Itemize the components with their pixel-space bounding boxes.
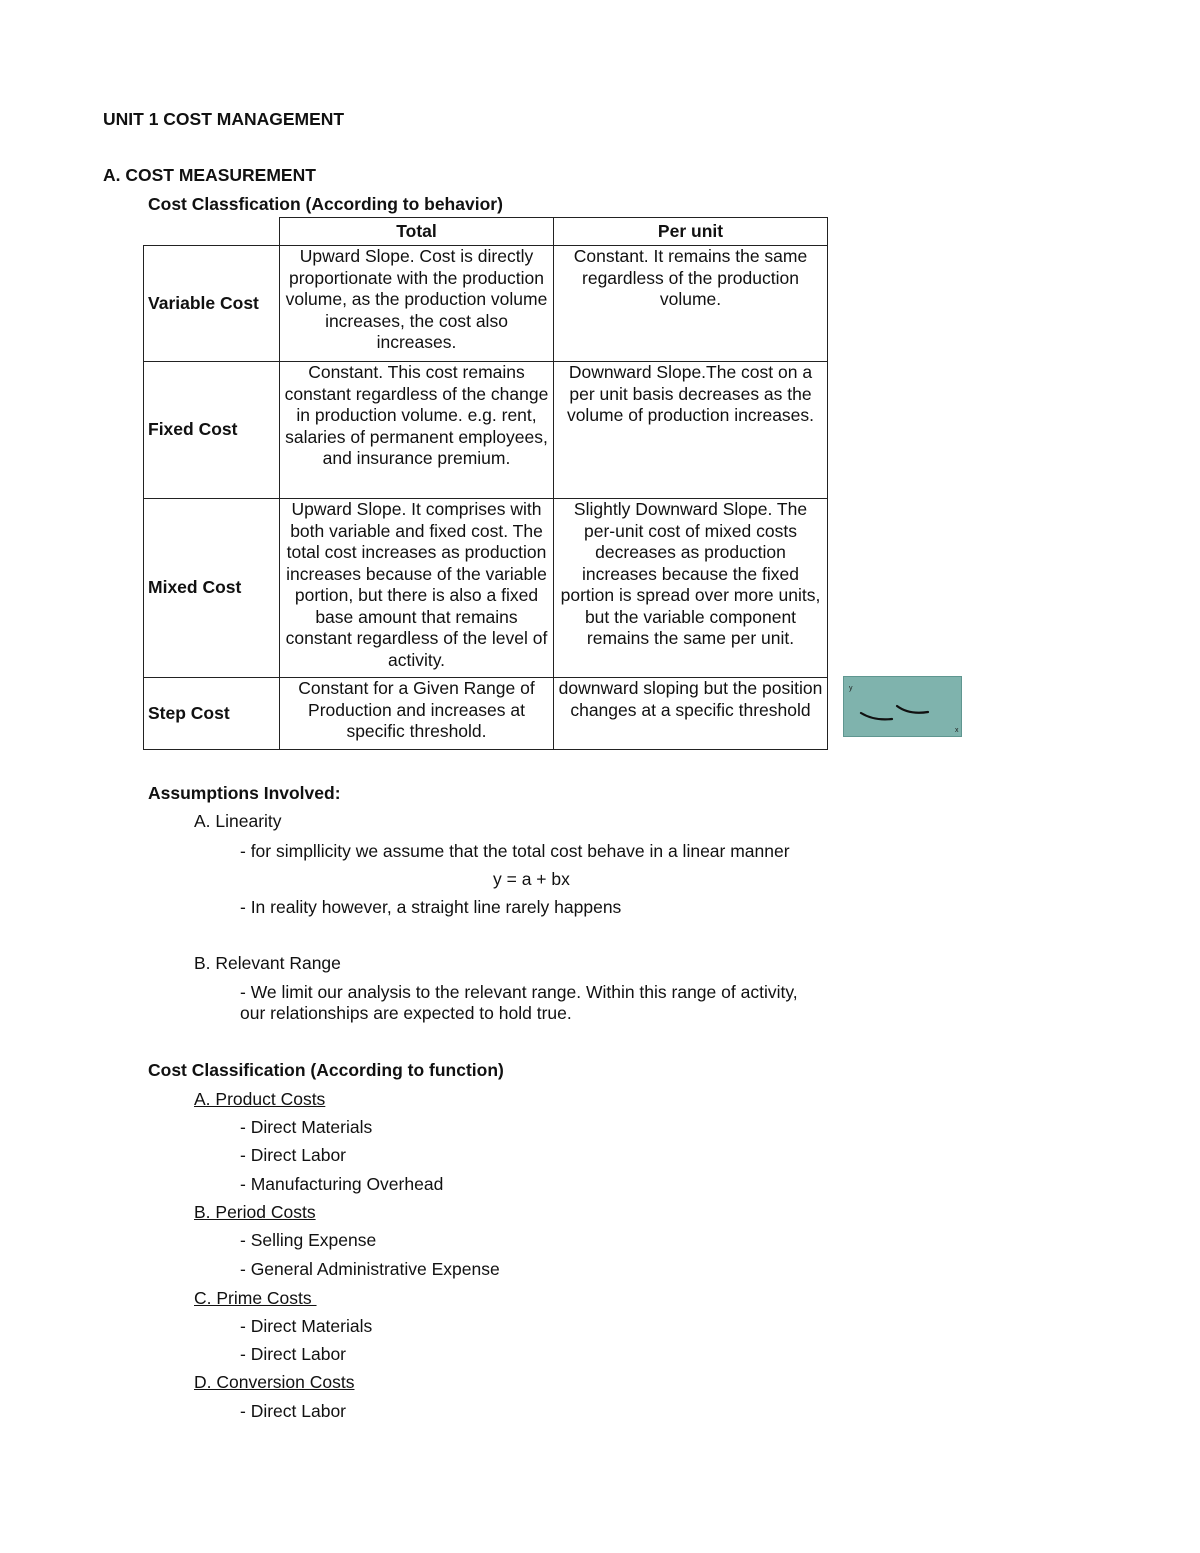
chart-y-label: y xyxy=(849,685,853,692)
assumption-linearity-title: A. Linearity xyxy=(194,811,282,831)
row-label-fixed-cost: Fixed Cost xyxy=(144,362,280,499)
relevant-range-line-1: - We limit our analysis to the relevant range. Within this range of activity, xyxy=(240,982,798,1002)
table-row-step-cost xyxy=(144,678,828,750)
chart-x-label: x xyxy=(955,727,959,734)
cell-fixed-total: Constant. This cost remains constant regardless of the change in production volume. e.g. rent, salaries of permanent employees, and insurance premium. xyxy=(280,362,554,499)
curve-segment-1 xyxy=(861,713,892,719)
step-cost-curve-graphic xyxy=(844,677,963,738)
table-row-mixed-cost xyxy=(144,499,828,678)
row-label-mixed-cost: Mixed Cost xyxy=(144,499,280,678)
list-item: - Direct Labor xyxy=(240,1401,347,1421)
product-costs-title: A. Product Costs xyxy=(194,1089,326,1109)
table-header-row xyxy=(144,218,828,246)
column-header-per-unit: Per unit xyxy=(554,218,828,246)
linearity-formula: y = a + bx xyxy=(493,869,570,889)
section-cost-measurement: A. COST MEASUREMENT xyxy=(103,165,316,185)
behavior-classification-table xyxy=(143,217,828,750)
step-cost-chart-thumbnail xyxy=(843,676,962,737)
list-item: - Direct Materials xyxy=(240,1117,373,1137)
linearity-line-1: - for simpllicity we assume that the total cost behave in a linear manner xyxy=(240,841,790,861)
list-item: - Direct Labor xyxy=(240,1145,347,1165)
behavior-classification-heading: Cost Classfication (According to behavior) xyxy=(148,194,503,214)
linearity-line-2: - In reality however, a straight line rarely happens xyxy=(240,897,622,917)
curve-segment-2 xyxy=(897,706,928,713)
cell-mixed-per-unit: Slightly Downward Slope. The per-unit cost of mixed costs decreases as production increases because the fixed portion is spread over more units, but the variable component remains the same per unit. xyxy=(554,499,828,678)
cell-variable-total: Upward Slope. Cost is directly proportionate with the production volume, as the production volume increases, the cost also increases. xyxy=(280,246,554,362)
conversion-costs-title: D. Conversion Costs xyxy=(194,1372,355,1392)
row-label-variable-cost: Variable Cost xyxy=(144,246,280,362)
function-classification-heading: Cost Classification (According to function) xyxy=(148,1060,504,1080)
cell-mixed-total: Upward Slope. It comprises with both variable and fixed cost. The total cost increases as production increases because of the variable portion, but there is also a fixed base amount that remains constant regardless of the level of activity. xyxy=(280,499,554,678)
row-label-step-cost: Step Cost xyxy=(144,678,280,750)
cell-step-per-unit: downward sloping but the position changes at a specific threshold xyxy=(554,678,828,750)
table-row-fixed-cost xyxy=(144,362,828,499)
assumptions-heading: Assumptions Involved: xyxy=(148,783,341,803)
assumption-relevant-range-title: B. Relevant Range xyxy=(194,953,341,973)
cell-fixed-per-unit: Downward Slope.The cost on a per unit basis decreases as the volume of production increases. xyxy=(554,362,828,499)
list-item: - Manufacturing Overhead xyxy=(240,1174,444,1194)
document-title: UNIT 1 COST MANAGEMENT xyxy=(103,109,345,129)
table-row-variable-cost xyxy=(144,246,828,362)
cell-step-total: Constant for a Given Range of Production and increases at specific threshold. xyxy=(280,678,554,750)
list-item: - Direct Labor xyxy=(240,1344,347,1364)
list-item: - Selling Expense xyxy=(240,1230,377,1250)
cell-variable-per-unit: Constant. It remains the same regardless of the production volume. xyxy=(554,246,828,362)
list-item: - General Administrative Expense xyxy=(240,1259,500,1279)
prime-costs-title: C. Prime Costs xyxy=(194,1288,317,1308)
list-item: - Direct Materials xyxy=(240,1316,373,1336)
column-header-total: Total xyxy=(280,218,554,246)
relevant-range-line-2: our relationships are expected to hold true. xyxy=(240,1003,572,1023)
period-costs-title: B. Period Costs xyxy=(194,1202,316,1222)
table-corner-blank xyxy=(144,218,280,246)
